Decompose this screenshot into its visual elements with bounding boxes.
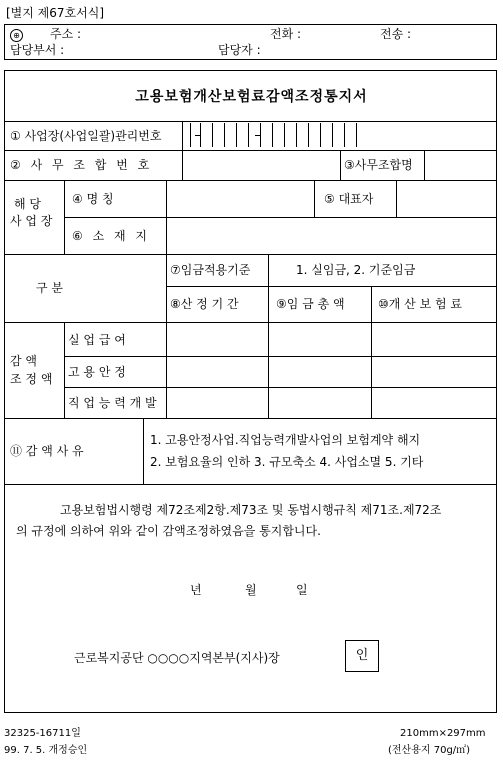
person-label: 담당자 : <box>218 43 261 57</box>
form-title: 고용보험개산보험료감액조정통지서 <box>135 89 368 105</box>
premium-label: ⑩개 산 보 험 료 <box>378 297 462 311</box>
classification-label: 구 분 <box>36 281 63 295</box>
site-label-1: 해 당 <box>14 197 41 211</box>
reason-label: ⑪ 감 액 사 유 <box>10 444 84 458</box>
digit-box-divider <box>344 123 345 147</box>
office-number-label: ② 사 무 조 합 번 호 <box>10 158 153 172</box>
digit-box-divider <box>248 123 249 147</box>
unemployment-benefit-label: 실 업 급 여 <box>68 333 126 347</box>
wage-basis-label: ⑦임금적용기준 <box>170 263 251 277</box>
mgmt-number-label: ① 사업장(사업일괄)관리번호 <box>10 129 162 143</box>
seal-box: 인 <box>345 640 379 672</box>
form-code: 32325-16711일 <box>4 728 81 739</box>
digit-box-dash <box>195 135 201 136</box>
reduction-label-1: 감 액 <box>10 354 37 368</box>
fax-label: 전송 : <box>380 27 412 41</box>
digit-box-divider <box>224 123 225 147</box>
agency-logo-icon: ⊕ <box>10 29 23 42</box>
digit-box-dash <box>255 135 261 136</box>
reason-line-1: 1. 고용안정사업.직업능력개발사업의 보험계약 해지 <box>150 433 421 447</box>
digit-box-divider <box>308 123 309 147</box>
phone-label: 전화 : <box>270 27 302 41</box>
notice-line-2: 의 규정에 의하여 위와 같이 감액조정하였음을 통지합니다. <box>16 524 321 538</box>
reduction-label-2: 조 정 액 <box>10 372 53 386</box>
digit-box-divider <box>236 123 237 147</box>
site-label-2: 사 업 장 <box>10 214 53 228</box>
representative-label: ⑤ 대표자 <box>324 192 374 206</box>
address-label: 주소 : <box>50 27 82 41</box>
digit-box-divider <box>296 123 297 147</box>
employment-stability-label: 고 용 안 정 <box>68 365 126 379</box>
notice-line-1: 고용보험법시행령 제72조제2항.제73조 및 동법시행규칙 제71조.제72조 <box>60 503 442 517</box>
digit-box-divider <box>190 123 191 147</box>
total-wage-label: ⑨임 금 총 액 <box>276 297 345 311</box>
digit-box-divider <box>332 123 333 147</box>
name-label: ④ 명 칭 <box>72 192 114 206</box>
date-year-label: 년 <box>190 583 202 597</box>
location-label: ⑥ 소 재 지 <box>72 229 150 243</box>
digit-box-divider <box>356 123 357 147</box>
reason-line-2: 2. 보험요율의 인하 3. 규모축소 4. 사업소멸 5. 기타 <box>150 455 424 469</box>
office-name-label: ③사무조합명 <box>344 158 413 172</box>
paper-type: (전산용지 70g/㎡) <box>388 745 471 756</box>
digit-box-divider <box>284 123 285 147</box>
dept-label: 담당부서 : <box>10 43 65 57</box>
wage-basis-options: 1. 실임금, 2. 기준임금 <box>296 263 416 277</box>
digit-box-divider <box>320 123 321 147</box>
issuer-name: 근로복지공단 ○○○○지역본부(지사)장 <box>74 651 280 665</box>
form-number-label: [별지 제67호서식] <box>6 6 104 20</box>
paper-size: 210mm×297mm <box>400 728 486 739</box>
digit-box-divider <box>272 123 273 147</box>
period-label: ⑧산 정 기 간 <box>170 297 239 311</box>
date-month-label: 월 <box>245 583 257 597</box>
date-day-label: 일 <box>296 583 308 597</box>
digit-box-divider <box>212 123 213 147</box>
approval-date: 99. 7. 5. 개정승인 <box>4 745 88 756</box>
vocational-development-label: 직 업 능 력 개 발 <box>68 396 157 410</box>
